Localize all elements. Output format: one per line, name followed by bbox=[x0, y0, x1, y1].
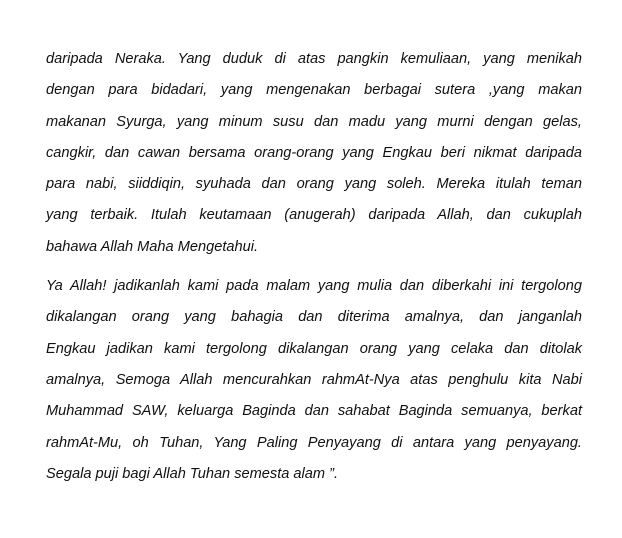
text-line: Muhammad SAW, keluarga Baginda dan sahabat Baginda semuanya, berkat bbox=[46, 403, 582, 420]
text-line: bahawa Allah Maha Mengetahui. bbox=[46, 238, 259, 255]
text-line: dikalangan orang yang bahagia dan diterima amalnya, dan janganlah bbox=[46, 309, 582, 326]
text-line: makanan Syurga, yang minum susu dan madu yang murni dengan gelas, bbox=[46, 113, 582, 130]
text-line: dengan para bidadari, yang mengenakan berbagai sutera ,yang makan bbox=[46, 82, 582, 99]
text-line: daripada Neraka. Yang duduk di atas pangkin kemuliaan, yang menikah bbox=[46, 51, 582, 67]
paragraph-2 bbox=[46, 271, 582, 490]
text-line: Ya Allah! jadikanlah kami pada malam yang mulia dan diberkahi ini tergolong bbox=[46, 278, 582, 295]
document-page bbox=[46, 44, 582, 490]
text-line: Engkau jadikan kami tergolong dikalangan orang yang celaka dan ditolak bbox=[46, 340, 582, 357]
text-line: rahmAt-Mu, oh Tuhan, Yang Paling Penyayang di antara yang penyayang. bbox=[46, 434, 582, 451]
text-line: Segala puji bagi Allah Tuhan semesta alam ”. bbox=[46, 465, 339, 482]
text-line: yang terbaik. Itulah keutamaan (anugerah) daripada Allah, dan cukuplah bbox=[46, 207, 582, 224]
text-line: amalnya, Semoga Allah mencurahkan rahmAt-Nya atas penghulu kita Nabi bbox=[46, 371, 582, 388]
paragraph-1 bbox=[46, 44, 582, 263]
text-line: para nabi, siiddiqin, syuhada dan orang yang soleh. Mereka itulah teman bbox=[46, 176, 582, 193]
text-line: cangkir, dan cawan bersama orang-orang yang Engkau beri nikmat daripada bbox=[46, 144, 582, 161]
